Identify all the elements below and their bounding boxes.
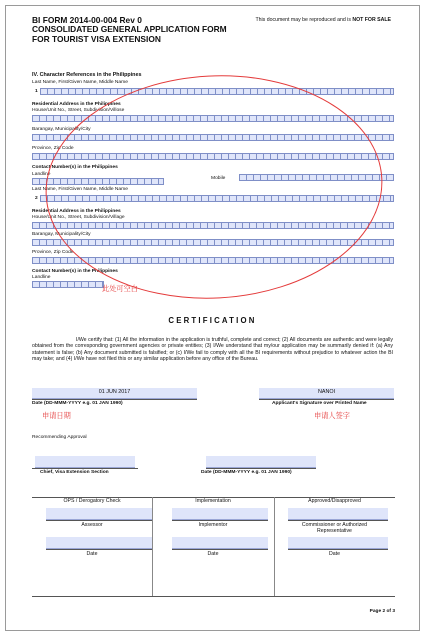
commissioner-date-label: Date [329,551,340,557]
may-be-blank-note: 此处可空白 [102,284,138,293]
applicant-signature-note: 申请人签字 [314,411,350,420]
ref2-street-label: House/Unit No., Street, Subdivision/Village [32,215,125,220]
ref1-province-label: Province, Zip Code [32,146,74,151]
ref1-city-label: Barangay, Municipality/City [32,127,91,132]
commissioner-date-field[interactable] [288,537,388,549]
grid-separator-2 [274,497,275,596]
form-title-line2: FOR TOURIST VISA EXTENSION [32,34,161,44]
commissioner-date-underline [288,549,388,550]
implementor-underline [172,520,268,521]
ref1-street-label: House/Unit No., Street, Subdivision/Villose [32,108,125,113]
section-iv-title: IV. Character References in the Philippines [32,72,142,78]
reproduction-notice: This document may be reproduced and is NOT FOR SALE [255,17,391,23]
ref1-mobile-label: Mobile [211,176,226,181]
chief-label: Chief, Visa Extension Section [40,470,109,475]
ref2-landline-label: Landline [32,275,51,280]
commissioner-signature-field[interactable] [288,508,388,520]
applicant-signature-field[interactable]: NANOI [259,388,394,399]
date-underline [32,399,197,400]
red-circle-annotation [6,6,419,306]
form-id: BI FORM 2014-00-004 Rev 0 [32,15,142,25]
ref1-number: 1 [35,89,38,94]
application-date-label: Date (DD-MMM-YYYY e.g. 01 JAN 1990) [32,401,123,406]
col1-header: OPS / Derogatory Check [63,498,121,504]
col3-header: Approved/Disapproved [308,498,361,504]
ref1-name-label: Last Name, First/Given Name, Middle Name [32,80,128,85]
application-date-note: 申请日期 [42,411,71,420]
assessor-date-label: Date [86,551,98,557]
assessor-date-underline [46,549,152,550]
implementor-date-field[interactable] [172,537,268,549]
implementor-date-underline [172,549,268,550]
ref2-number: 2 [35,196,38,201]
form-page [5,5,420,631]
page-number: Page 2 of 3 [369,609,395,614]
ref2-province-label: Province, Zip Code [32,250,74,255]
ref2-contact-label: Contact Number(s) in the Philippines [32,269,118,274]
assessor-date-field[interactable] [46,537,152,549]
implementor-label: Implementor [198,522,228,528]
chief-underline [32,468,138,469]
certification-title: CERTIFICATION [168,316,257,325]
commissioner-label-line1: Commissioner or Authorized [301,522,368,528]
ref1-contact-label: Contact Number(s) in the Philippines [32,165,118,170]
assessor-underline [46,520,152,521]
grid-bottom-rule [32,596,395,597]
applicant-signature-label: Applicant's Signature over Printed Name [272,401,367,406]
implementor-date-label: Date [207,551,219,557]
application-date-field[interactable]: 01 JUN 2017 [32,388,197,399]
col2-header: Implementation [195,498,231,504]
ref2-city-label: Barangay, Municipality/City [32,232,91,237]
ref2-name-label: Last Name, First/Given Name, Middle Name [32,187,128,192]
ref1-address-label: Residential Address in the Philippines [32,102,121,107]
implementor-signature-field[interactable] [172,508,268,520]
signature-underline [259,399,394,400]
ref1-landline-label: Landline [32,172,51,177]
red-ellipse-mark [40,67,387,306]
chief-signature-field[interactable] [35,456,135,468]
certification-text: I/We certify that: (1) All the information in the application is truthful, complete and correct; (2) All documents are authentic and were legally obtained from the corresponding government agencies or private entities; (3) I/We understand that my/our application may be summarily denied if: (a) Any statement is false; (b) Any document submitted is falsified; or (c) I/We fail to comply with all the BI requirements without prejudice to whatever action the BI may take; and (4) I/We have not filed this or any similar application before any office of the Bureau. [32,337,393,363]
recommending-approval-label: Recommending Approval [32,435,87,440]
form-title-line1: CONSOLIDATED GENERAL APPLICATION FORM [32,24,227,34]
recommending-date-field[interactable] [206,456,316,468]
grid-separator-1 [152,497,153,596]
recommending-date-label: Date (DD-MMM-YYYY e.g. 01 JAN 1990) [201,470,292,475]
commissioner-label-line2: Representative [317,528,352,534]
ref2-address-label: Residential Address in the Philippines [32,209,121,214]
commissioner-underline [288,520,388,521]
assessor-label: Assessor [81,522,103,528]
assessor-signature-field[interactable] [46,508,152,520]
recommending-date-underline [206,468,316,469]
